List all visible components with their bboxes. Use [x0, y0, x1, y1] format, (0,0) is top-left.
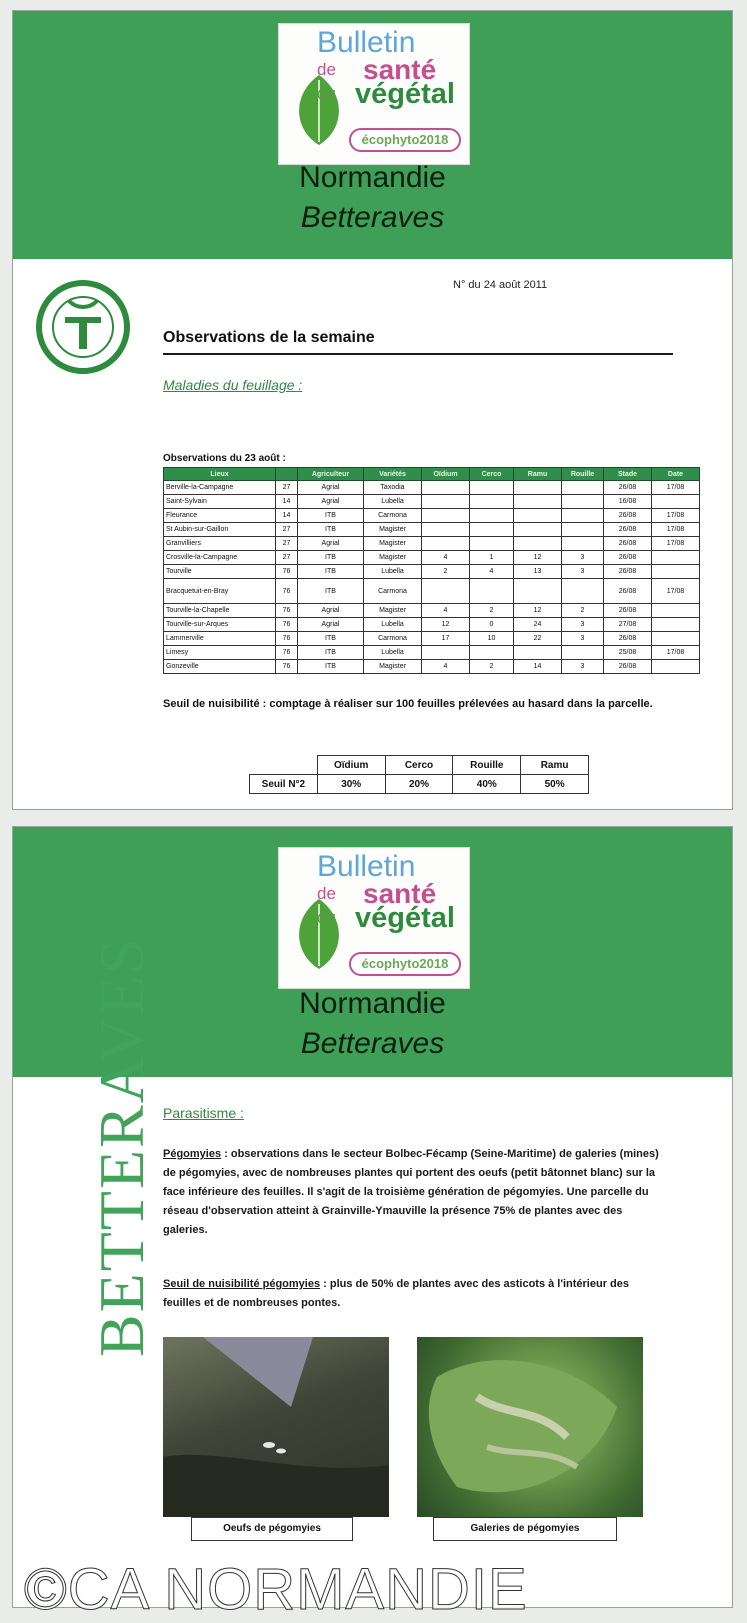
table-cell: 2	[562, 604, 604, 618]
seuil-value-cell: Seuil N°2	[250, 775, 318, 794]
table-cell: Tourville-la-Chapelle	[164, 604, 276, 618]
pegomyies-text: : observations dans le secteur Bolbec-Fécamp (Seine-Maritime) de galeries (mines) de pégomyies, avec de nombreuses plantes qui portent des oeufs (petit bâtonnet blanc) sur la face inférieure des feuilles. Il s'agit de la troisième génération de pégomyies. Une parcelle du réseau d'observation atteint à Grainville-Ymauville la présence 75% de plantes avec des galeries.	[163, 1148, 659, 1236]
table-row	[164, 495, 700, 509]
table-cell: 17/08	[652, 646, 700, 660]
table-cell	[470, 579, 514, 604]
logo-word-bulletin: Bulletin	[317, 26, 416, 59]
table-cell: 76	[276, 565, 298, 579]
table-row	[164, 551, 700, 565]
table-cell: Berville-la-Campagne	[164, 481, 276, 495]
table-cell: Lubella	[364, 618, 422, 632]
table-cell	[514, 646, 562, 660]
table-cell: 76	[276, 632, 298, 646]
table-cell: 24	[514, 618, 562, 632]
table-cell: Magister	[364, 660, 422, 674]
table-cell: Lammerville	[164, 632, 276, 646]
table-cell	[652, 660, 700, 674]
table-row	[164, 523, 700, 537]
table-cell: 14	[276, 495, 298, 509]
table-cell: 16/08	[604, 495, 652, 509]
col-date: Date	[652, 468, 700, 481]
table-cell	[422, 523, 470, 537]
table-cell: 4	[470, 565, 514, 579]
table-cell: 3	[562, 632, 604, 646]
table-cell: 17/08	[652, 509, 700, 523]
table-cell: Magister	[364, 604, 422, 618]
table-cell: 2	[422, 565, 470, 579]
table-cell	[514, 495, 562, 509]
table-row	[164, 618, 700, 632]
table-cell: 26/08	[604, 509, 652, 523]
parasitisme-heading: Parasitisme :	[163, 1105, 244, 1121]
table-cell	[652, 632, 700, 646]
caption-eggs: Oeufs de pégomyies	[191, 1517, 353, 1541]
table-cell: Tourville-sur-Arques	[164, 618, 276, 632]
seuil-text: : plus de 50% de plantes avec des asticots à l'intérieur des feuilles et de nombreuses pontes.	[163, 1278, 629, 1309]
table-cell: ITB	[298, 660, 364, 674]
table-cell	[562, 495, 604, 509]
logo-word-de: de	[317, 884, 336, 903]
table-cell: ITB	[298, 579, 364, 604]
table-cell: 27/08	[604, 618, 652, 632]
table-cell: 10	[470, 632, 514, 646]
table-cell	[514, 537, 562, 551]
table-cell	[562, 579, 604, 604]
table-cell	[652, 565, 700, 579]
itb-seal-icon	[35, 279, 131, 375]
table-cell: Lubella	[364, 646, 422, 660]
eggs-photo-image	[163, 1337, 389, 1517]
seuil-header-cell: Ramu	[521, 756, 589, 775]
table-cell: 27	[276, 481, 298, 495]
table-cell	[422, 481, 470, 495]
col-varietes: Variétés	[364, 468, 422, 481]
table-cell: Agrial	[298, 604, 364, 618]
table-cell: 76	[276, 618, 298, 632]
table-cell: 25/08	[604, 646, 652, 660]
table-cell: 76	[276, 646, 298, 660]
table-cell: Tourville	[164, 565, 276, 579]
table-cell: 13	[514, 565, 562, 579]
seuil-description: Seuil de nuisibilité : comptage à réaliser sur 100 feuilles prélevées au hasard dans la parcelle.	[163, 698, 653, 710]
table-cell	[470, 537, 514, 551]
galleries-photo-image	[417, 1337, 643, 1517]
photo-eggs	[163, 1337, 389, 1517]
table-row	[164, 579, 700, 604]
bsv-logo	[278, 847, 470, 989]
table-row	[164, 565, 700, 579]
logo-word-vegetal: végétal	[355, 78, 455, 110]
table-cell: 26/08	[604, 481, 652, 495]
col-cerco: Cerco	[470, 468, 514, 481]
table-cell: Agrial	[298, 537, 364, 551]
table-cell	[470, 523, 514, 537]
table-row	[164, 509, 700, 523]
pegomyies-lead: Pégomyies	[163, 1148, 222, 1160]
table-cell	[652, 604, 700, 618]
col-lieux: Lieux	[164, 468, 276, 481]
col-dept	[276, 468, 298, 481]
table-cell: Granvilliers	[164, 537, 276, 551]
table-cell: 4	[422, 551, 470, 565]
table-cell	[514, 509, 562, 523]
table-cell: ITB	[298, 523, 364, 537]
page-header	[13, 11, 732, 259]
logo-word-de: de	[317, 60, 336, 79]
table-cell: 76	[276, 604, 298, 618]
table-cell: 26/08	[604, 537, 652, 551]
header-region: Normandie	[299, 161, 446, 194]
copyright-watermark: ©CA NORMANDIE	[24, 1557, 528, 1622]
table-cell: 22	[514, 632, 562, 646]
table-cell	[562, 509, 604, 523]
seuil-value-row	[250, 775, 589, 794]
table-cell: ITB	[298, 509, 364, 523]
table-row	[164, 537, 700, 551]
table-cell: 2	[470, 604, 514, 618]
table-cell: 26/08	[604, 604, 652, 618]
table-cell: 26/08	[604, 579, 652, 604]
table-cell: 26/08	[604, 523, 652, 537]
bulletin-number: N° du 24 août 2011	[453, 279, 548, 291]
table-cell: 27	[276, 551, 298, 565]
table-cell	[422, 495, 470, 509]
table-cell: 2	[470, 660, 514, 674]
logo-word-du: du	[317, 908, 336, 927]
leaf-icon	[289, 894, 349, 974]
table-row	[164, 604, 700, 618]
table-row	[164, 646, 700, 660]
table-cell	[514, 579, 562, 604]
table-cell: 76	[276, 579, 298, 604]
table-cell	[562, 523, 604, 537]
header-crop: Betteraves	[300, 201, 445, 234]
table-cell: Agrial	[298, 481, 364, 495]
table-cell: Limesy	[164, 646, 276, 660]
table-cell: 27	[276, 537, 298, 551]
section-title: Observations de la semaine	[163, 329, 673, 355]
table-cell: Magister	[364, 523, 422, 537]
table-cell: 12	[514, 604, 562, 618]
observation-date: Observations du 23 août :	[163, 453, 286, 464]
table-cell: 3	[562, 551, 604, 565]
table-cell: 4	[422, 660, 470, 674]
pegomyies-paragraph	[163, 1145, 663, 1240]
table-cell: 27	[276, 523, 298, 537]
table-cell	[470, 481, 514, 495]
bulletin-page-1	[12, 10, 733, 810]
table-cell: Agrial	[298, 618, 364, 632]
table-cell: 3	[562, 660, 604, 674]
table-cell: Bracquetuit-en-Bray	[164, 579, 276, 604]
table-cell: Agrial	[298, 495, 364, 509]
table-cell: 26/08	[604, 632, 652, 646]
table-cell: 26/08	[604, 660, 652, 674]
table-cell: 14	[514, 660, 562, 674]
table-row	[164, 632, 700, 646]
table-cell	[562, 646, 604, 660]
table-cell: 17/08	[652, 523, 700, 537]
photo-galleries	[417, 1337, 643, 1517]
table-cell	[652, 618, 700, 632]
seuil-value-cell: 40%	[453, 775, 521, 794]
table-cell: St Aubin-sur-Gaillon	[164, 523, 276, 537]
ecophyto-badge: écophyto2018	[349, 128, 461, 152]
table-cell: Crosville-la-Campagne	[164, 551, 276, 565]
logo-word-vegetal: végétal	[355, 902, 455, 934]
table-cell	[470, 495, 514, 509]
table-row	[164, 481, 700, 495]
seuil-value-cell: 30%	[317, 775, 385, 794]
table-cell: 17/08	[652, 579, 700, 604]
leaf-icon	[289, 70, 349, 150]
caption-galleries: Galeries de pégomyies	[433, 1517, 617, 1541]
table-cell: 17/08	[652, 481, 700, 495]
subsection-title: Maladies du feuillage :	[163, 377, 303, 393]
logo-word-bulletin: Bulletin	[317, 850, 416, 883]
logo-word-du: du	[317, 84, 336, 103]
table-cell: 26/08	[604, 551, 652, 565]
table-cell: 14	[276, 509, 298, 523]
table-cell	[470, 646, 514, 660]
table-cell: Magister	[364, 537, 422, 551]
pegomyies-seuil	[163, 1275, 663, 1313]
table-cell	[422, 537, 470, 551]
table-cell: Carmona	[364, 509, 422, 523]
table-row	[164, 660, 700, 674]
logo-word-sante: santé	[363, 878, 437, 909]
seuil-header-row	[250, 756, 589, 775]
table-cell: 26/08	[604, 565, 652, 579]
table-cell: Fleurance	[164, 509, 276, 523]
table-header-row	[164, 468, 700, 481]
bsv-logo	[278, 23, 470, 165]
table-cell	[422, 646, 470, 660]
seuil-header-cell: Rouille	[453, 756, 521, 775]
table-cell: ITB	[298, 632, 364, 646]
seuil-header-cell	[250, 756, 318, 775]
table-cell	[562, 481, 604, 495]
seuil-header-cell: Oïdium	[317, 756, 385, 775]
seuil-lead: Seuil de nuisibilité pégomyies	[163, 1278, 321, 1290]
table-cell: Lubella	[364, 565, 422, 579]
table-cell	[470, 509, 514, 523]
table-cell: 17/08	[652, 537, 700, 551]
vertical-crop-label: BETTERAVES	[86, 936, 157, 1357]
table-cell: Saint-Sylvain	[164, 495, 276, 509]
table-cell: 12	[514, 551, 562, 565]
seuil-header-cell: Cerco	[385, 756, 453, 775]
table-cell	[422, 579, 470, 604]
table-cell: Carmona	[364, 632, 422, 646]
table-cell: ITB	[298, 646, 364, 660]
table-cell: 76	[276, 660, 298, 674]
table-cell: Taxodia	[364, 481, 422, 495]
bulletin-page-2	[12, 826, 733, 1608]
table-cell: Carmona	[364, 579, 422, 604]
table-cell	[652, 495, 700, 509]
ecophyto-badge: écophyto2018	[349, 952, 461, 976]
table-cell: 17	[422, 632, 470, 646]
table-cell	[514, 523, 562, 537]
table-cell	[514, 481, 562, 495]
table-cell	[422, 509, 470, 523]
col-agriculteur: Agriculteur	[298, 468, 364, 481]
table-cell: 1	[470, 551, 514, 565]
table-cell: Magister	[364, 551, 422, 565]
table-cell: 4	[422, 604, 470, 618]
table-cell: 12	[422, 618, 470, 632]
header-crop: Betteraves	[300, 1027, 445, 1060]
table-cell	[652, 551, 700, 565]
table-cell	[562, 537, 604, 551]
table-cell: 0	[470, 618, 514, 632]
observations-table	[163, 467, 700, 674]
seuil-value-cell: 20%	[385, 775, 453, 794]
table-cell: Lubella	[364, 495, 422, 509]
table-cell: ITB	[298, 565, 364, 579]
col-rouille: Rouille	[562, 468, 604, 481]
col-oidium: Oïdium	[422, 468, 470, 481]
table-cell: Gonzeville	[164, 660, 276, 674]
header-region: Normandie	[299, 987, 446, 1020]
col-ramu: Ramu	[514, 468, 562, 481]
col-stade: Stade	[604, 468, 652, 481]
seuil-value-cell: 50%	[521, 775, 589, 794]
table-cell: 3	[562, 618, 604, 632]
logo-word-sante: santé	[363, 54, 437, 85]
table-cell: ITB	[298, 551, 364, 565]
table-cell: 3	[562, 565, 604, 579]
seuil-table	[249, 755, 589, 794]
